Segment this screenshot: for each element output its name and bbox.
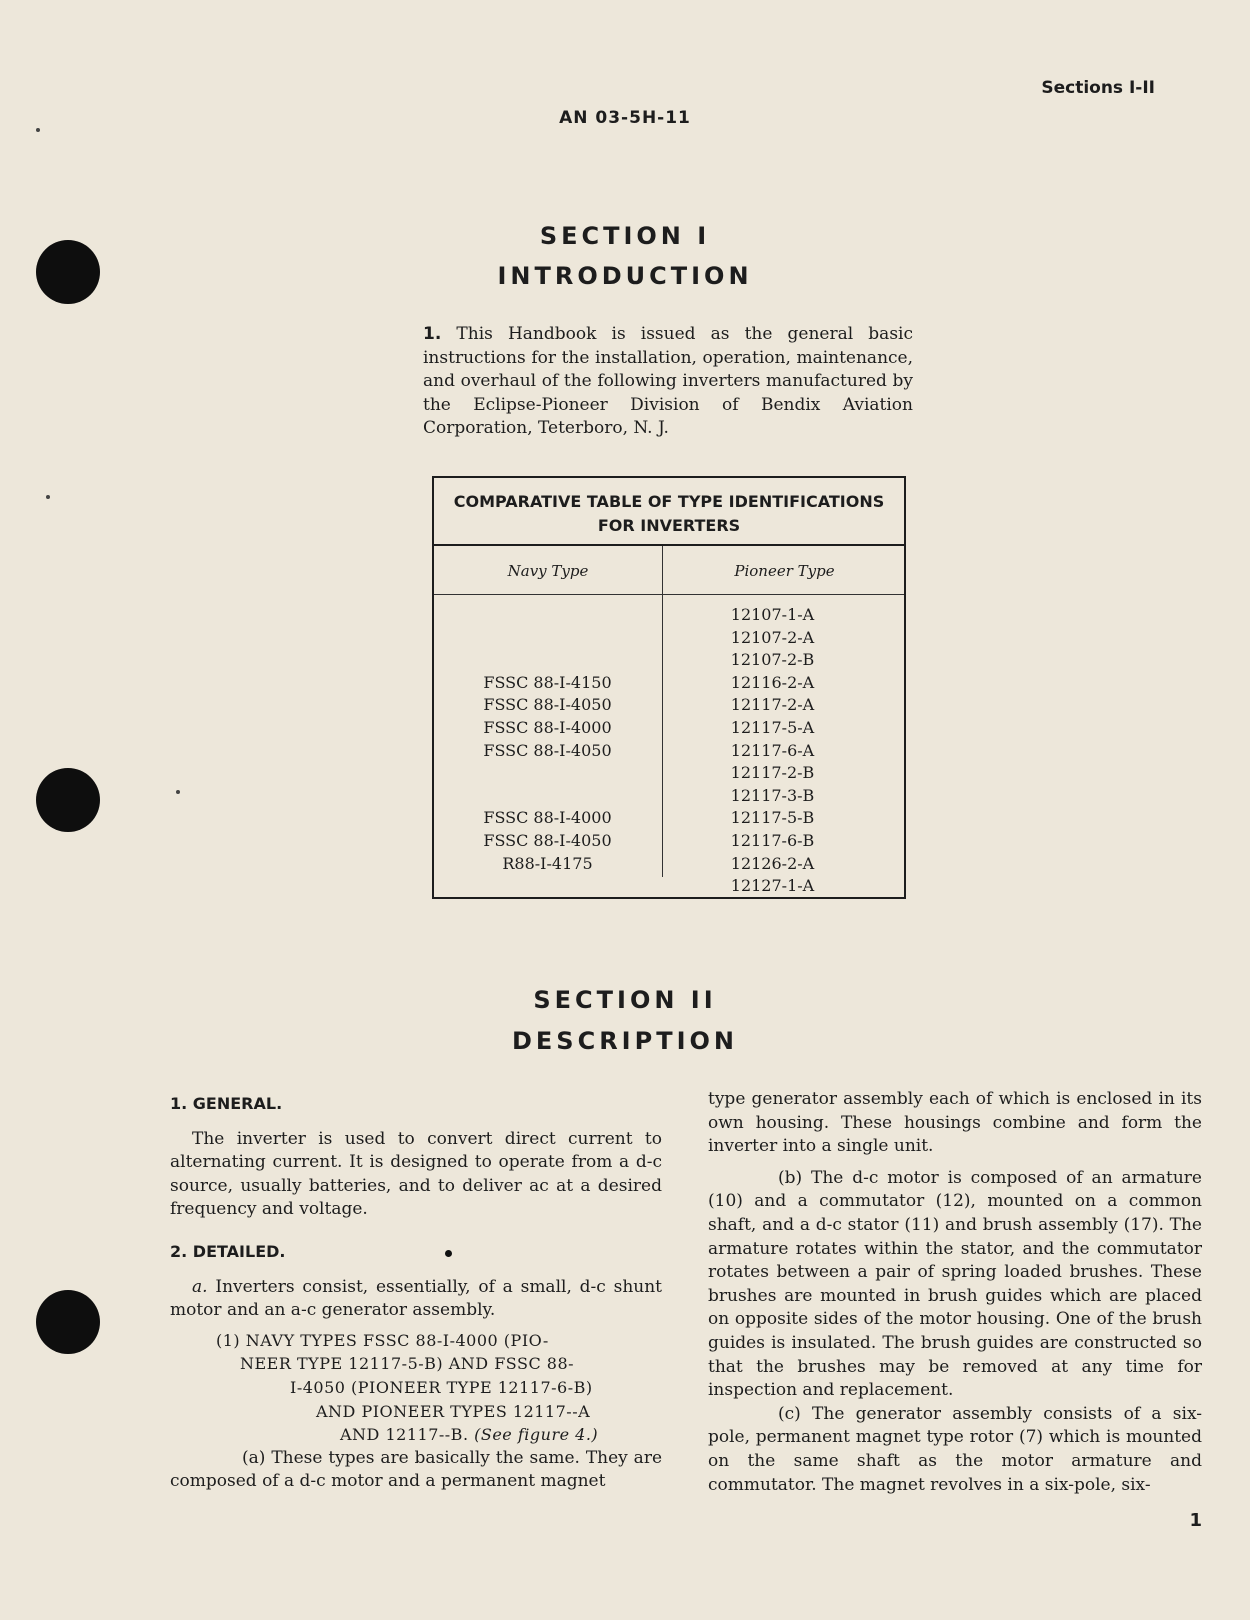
subsection-1-heading — [170, 1329, 662, 1447]
table-title-line: COMPARATIVE TABLE OF TYPE IDENTIFICATIONS — [453, 492, 885, 511]
navy-type-cell: FSSC 88-I-4050 — [483, 695, 612, 715]
pioneer-type-cell: 12117-5-B — [730, 808, 815, 828]
table-row — [434, 785, 904, 808]
navy-type-cell — [434, 649, 661, 672]
paragraph-b-label: (b) — [778, 1167, 803, 1188]
table-row — [434, 853, 904, 876]
table-row — [434, 694, 904, 717]
table-row — [434, 717, 904, 740]
table-row — [434, 740, 904, 763]
pioneer-type-cell: 12117-6-A — [730, 740, 815, 760]
pioneer-type-cell: 12117-5-A — [730, 717, 815, 737]
paragraph-number: 1. — [423, 324, 442, 344]
paragraph-b-text: The d-c motor is composed of an armature (10) and a commutator (12), mounted on a common shaft, and a d-c stator (11) and brush assembly (17). The armature rotates within the stator, and the commutator rotates between a pair of spring loaded brushes. These brushes are mounted in brush guides which are placed on opposite sides of the motor housing. One of the brush guides is insulated. The brush guides are constructed so that the brushes may be removed at any time for inspection and replacement. — [708, 1167, 1202, 1401]
table-rule — [434, 544, 904, 546]
section1-subheading: INTRODUCTION — [497, 262, 753, 290]
navy-type-cell: R88-I-4175 — [502, 853, 593, 873]
table-title — [434, 478, 904, 546]
type-identification-table — [432, 476, 906, 899]
page-number: 1 — [1189, 1510, 1202, 1531]
pioneer-type-cell: 12117-2-B — [730, 763, 815, 783]
pioneer-type-cell: 12116-2-A — [730, 672, 815, 692]
navy-type-cell — [434, 604, 661, 627]
navy-type-cell: FSSC 88-I-4050 — [483, 740, 612, 760]
subsection-1-line-text: AND 12117--B. — [340, 1425, 469, 1445]
paragraph-c — [708, 1403, 1202, 1497]
table-row — [434, 830, 904, 853]
general-paragraph: The inverter is used to convert direct current to alternating current. It is designed to operate from a d-c source, usually batteries, and to deliver ac at a desired frequency and voltage. — [170, 1128, 662, 1220]
subsection-1-line: (1) NAVY TYPES FSSC 88-I-4000 (PIO- — [216, 1330, 549, 1350]
navy-type-cell: FSSC 88-I-4050 — [483, 830, 612, 850]
table-row — [434, 875, 904, 898]
binder-hole — [36, 1290, 100, 1354]
paper-speck — [46, 495, 50, 499]
navy-type-cell: FSSC 88-I-4000 — [483, 717, 612, 737]
paragraph-a-label: a. — [192, 1276, 208, 1297]
pioneer-type-cell: 12126-2-A — [730, 853, 815, 873]
table-row — [434, 604, 904, 627]
section-range-label: Sections I-II — [1041, 78, 1155, 98]
paragraph-b — [708, 1167, 1202, 1403]
paragraph-text: This Handbook is issued as the general basic instructions for the installation, operation, maintenance, and overhaul of the following inverters manufactured by the Eclipse-Pioneer Division of Bendix Aviation Corporation, Teterboro, N. J. — [423, 324, 913, 438]
section2-subheading: DESCRIPTION — [511, 1027, 738, 1055]
paragraph-a-text: Inverters consist, essentially, of a small, d-c shunt motor and an a-c generator assembly. — [170, 1276, 662, 1321]
navy-type-cell: FSSC 88-I-4000 — [483, 808, 612, 828]
pioneer-type-cell: 12117-3-B — [730, 785, 815, 805]
section2-heading: SECTION II — [533, 986, 717, 1014]
left-text-column — [170, 1092, 662, 1494]
introduction-paragraph — [423, 323, 913, 441]
subsection-1-line: NEER TYPE 12117-5-B) AND FSSC 88- — [240, 1354, 575, 1374]
table-row — [434, 807, 904, 830]
navy-type-cell — [434, 762, 661, 785]
pioneer-type-cell: 12127-1-A — [730, 876, 815, 896]
paragraph-a — [170, 1276, 662, 1323]
column-header-navy: Navy Type — [507, 562, 589, 580]
column-header-pioneer: Pioneer Type — [734, 562, 835, 580]
subsection-1-line — [170, 1423, 662, 1447]
table-body — [434, 604, 904, 898]
paragraph-c-text: The generator assembly consists of a six-pole, permanent magnet type rotor (7) which is mounted on the same shaft as the motor armature and commutator. The magnet revolves in a six-pole, six- — [708, 1403, 1202, 1495]
navy-type-cell — [434, 627, 661, 650]
table-title-line: FOR INVERTERS — [597, 516, 741, 535]
paragraph-aa — [170, 1447, 662, 1494]
navy-type-cell — [434, 875, 661, 898]
table-row — [434, 627, 904, 650]
pioneer-type-cell: 12117-2-A — [730, 695, 815, 715]
subsection-1-line: AND PIONEER TYPES 12117--A — [316, 1401, 591, 1421]
pioneer-type-cell: 12107-1-A — [730, 605, 815, 624]
detailed-heading: 2. DETAILED. — [170, 1241, 286, 1261]
table-rule — [434, 594, 904, 595]
right-text-column — [708, 1088, 1202, 1497]
paragraph-aa-text-part1: These types are basically the same. They are composed of a d-c motor and a permanent magnet — [170, 1447, 663, 1492]
navy-type-cell — [434, 785, 661, 808]
paper-speck — [36, 128, 40, 132]
paragraph-aa-continued: type generator assembly each of which is enclosed in its own housing. These housings combine and form the inverter into a single unit. — [708, 1089, 1202, 1157]
general-heading: 1. GENERAL. — [170, 1094, 283, 1113]
paper-speck — [176, 790, 180, 794]
table-row — [434, 672, 904, 695]
pioneer-type-cell: 12117-6-B — [730, 830, 815, 850]
table-row — [434, 762, 904, 785]
pioneer-type-cell: 12107-2-B — [730, 650, 815, 670]
pioneer-type-cell: 12107-2-A — [730, 627, 815, 647]
figure-reference: (See figure 4.) — [474, 1425, 599, 1445]
navy-type-cell: FSSC 88-I-4150 — [483, 672, 612, 692]
table-row — [434, 649, 904, 672]
paragraph-aa-label: (a) — [242, 1447, 266, 1468]
document-number: AN 03-5H-11 — [559, 108, 691, 128]
subsection-1-line: I-4050 (PIONEER TYPE 12117-6-B) — [290, 1377, 593, 1397]
paragraph-c-label: (c) — [778, 1403, 801, 1424]
section1-heading: SECTION I — [539, 222, 711, 250]
binder-hole — [36, 768, 100, 832]
